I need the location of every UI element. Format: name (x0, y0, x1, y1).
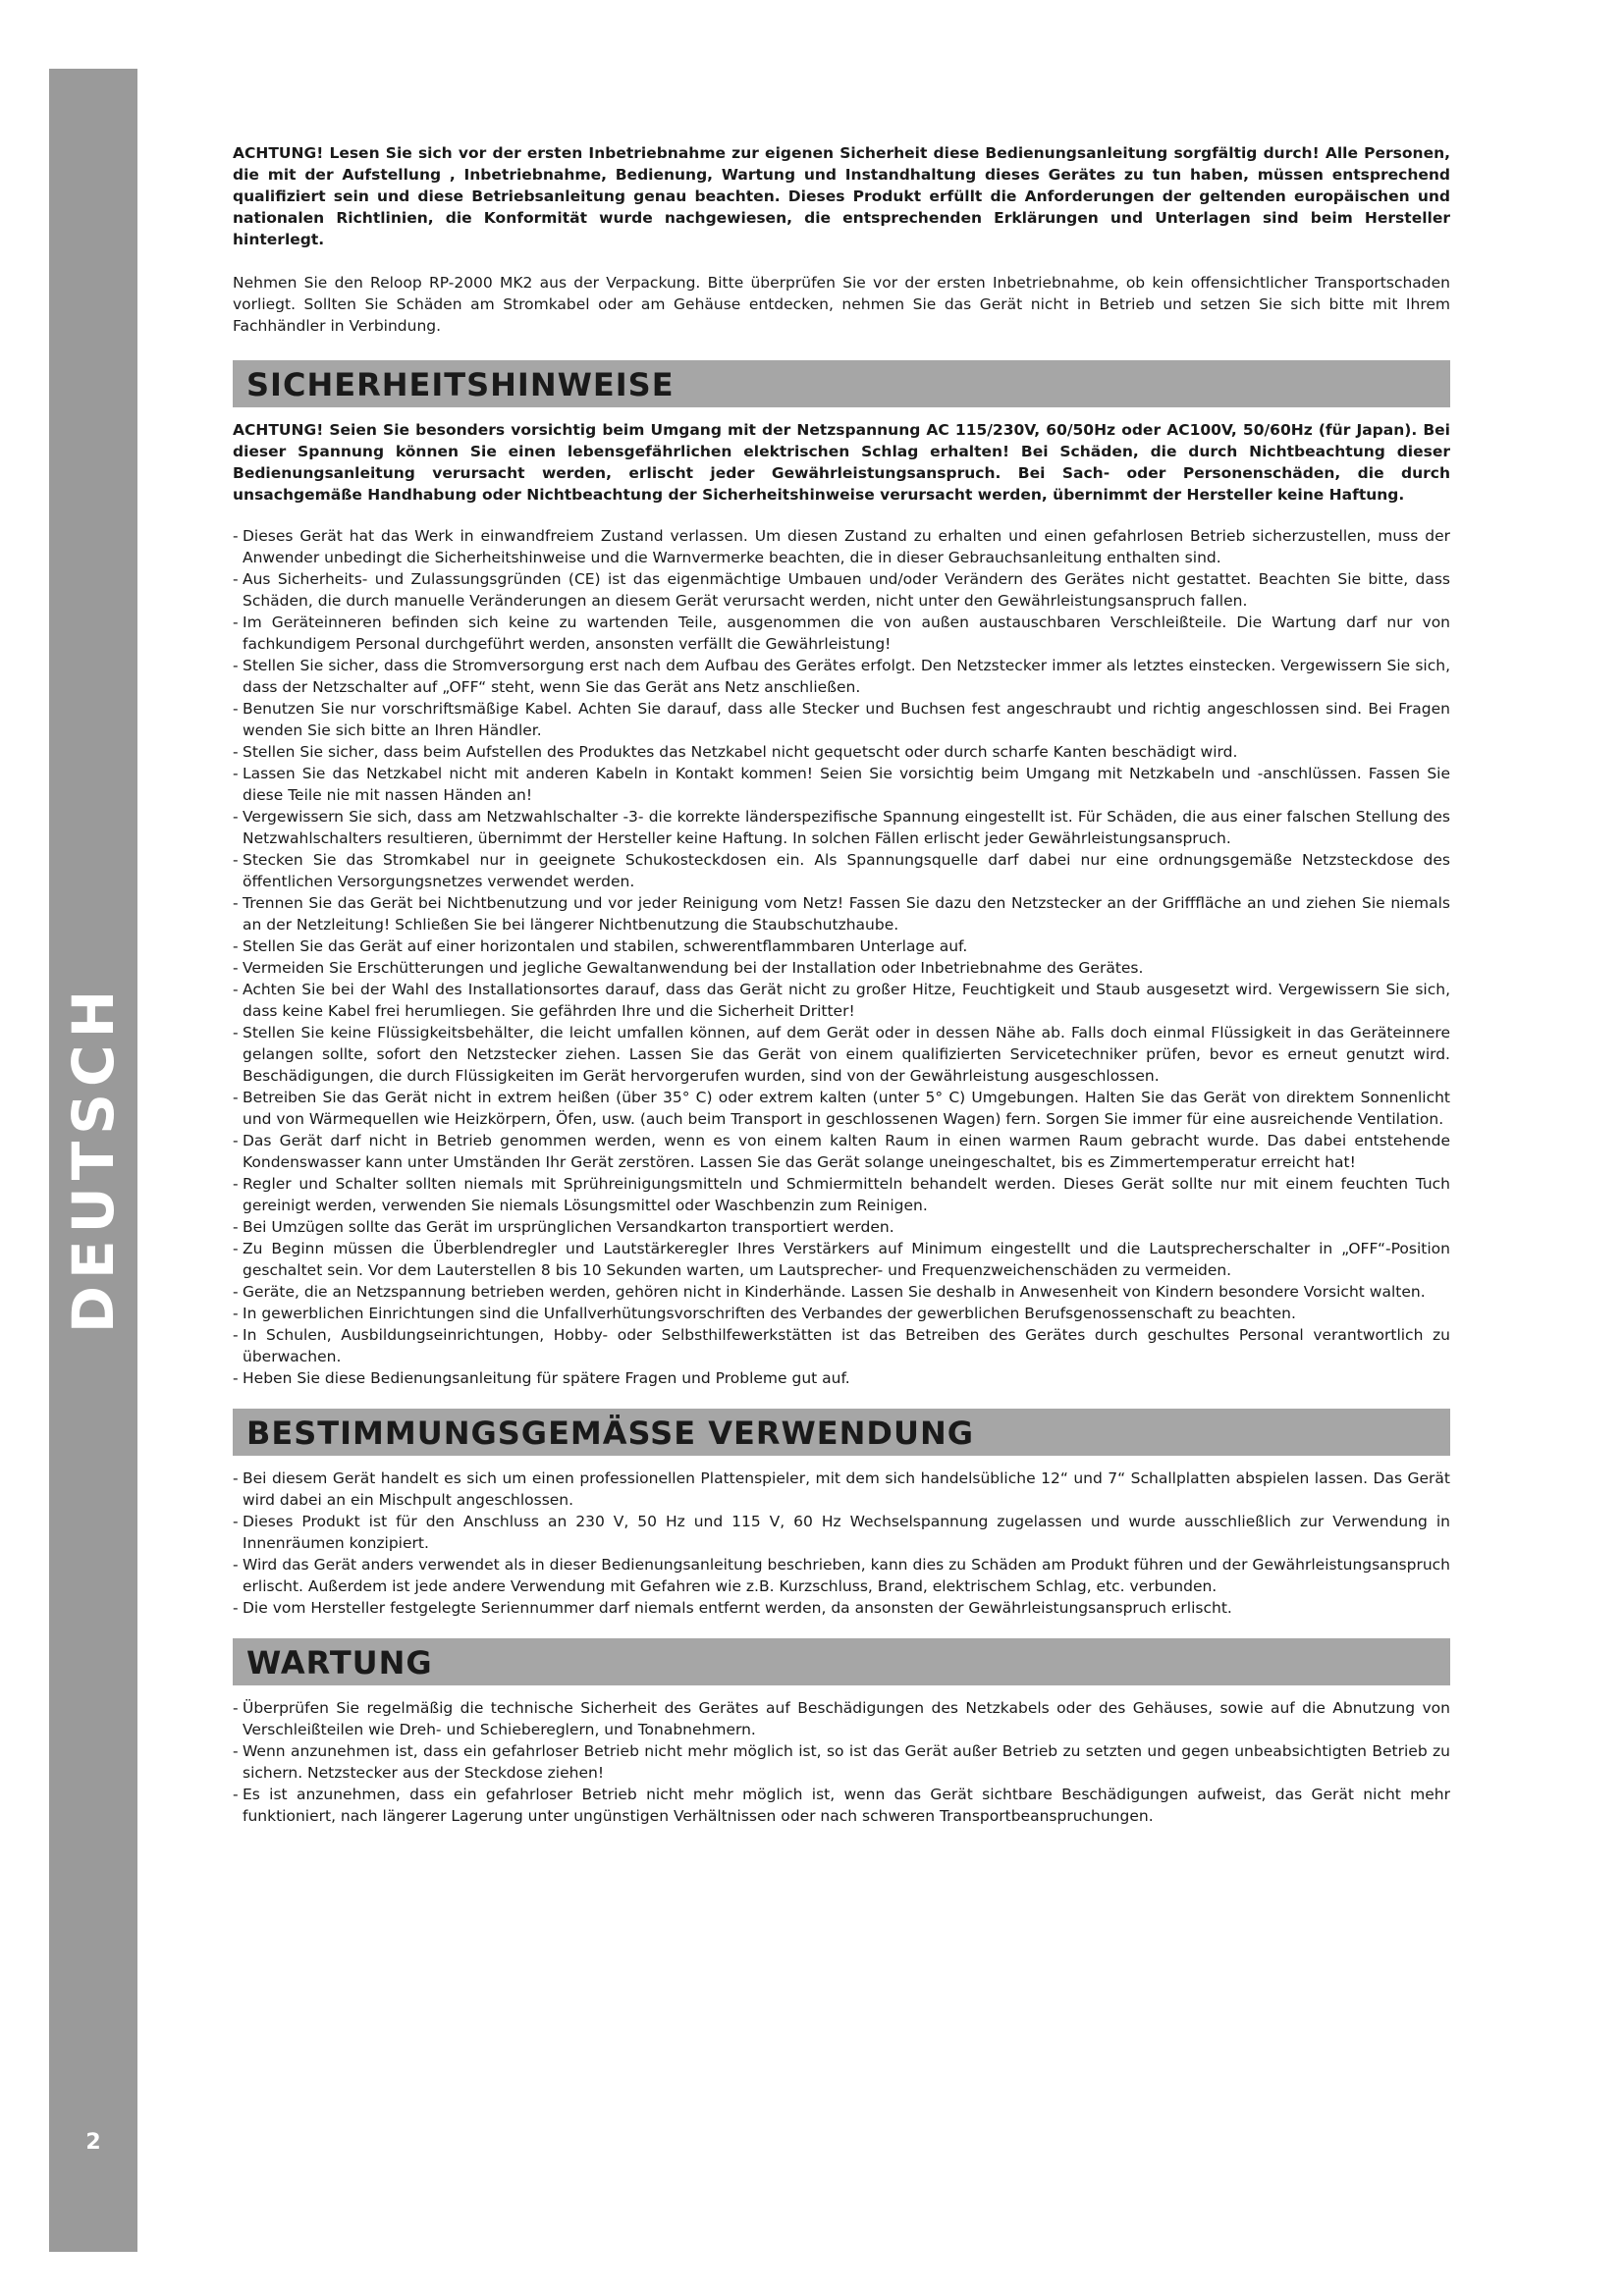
list-item: - Die vom Hersteller festgelegte Seriennummer darf niemals entfernt werden, da ansonsten der Gewährleistungsanspruch erlischt. (233, 1597, 1450, 1619)
safety-warning: ACHTUNG! Seien Sie besonders vorsichtig beim Umgang mit der Netzspannung AC 115/230V, 60/50Hz oder AC100V, 50/60Hz (für Japan). Bei dieser Spannung können Sie einen lebensgefährlichen elektrischen Schlag erhalten! Bei Schäden, die durch Nichtbeachtung dieser Bedienungsanleitung verursacht werden, erlischt jeder Gewährleistungsanspruch. Bei Sach- oder Personenschäden, die durch unsachgemäße Handhabung oder Nichtbeachtung der Sicherheitshinweise verursacht werden, übernimmt der Hersteller keine Haftung. (233, 421, 1450, 504)
intended-use-section-header (233, 1409, 1450, 1456)
list-item: - Stellen Sie sicher, dass die Stromversorgung erst nach dem Aufbau des Gerätes erfolgt. Den Netzstecker immer als letztes einstecken. Vergewissern Sie sich, dass der Netzschalter auf „OFF“ steht, wenn Sie das Gerät ans Netz anschließen. (233, 655, 1450, 698)
list-item: - Lassen Sie das Netzkabel nicht mit anderen Kabeln in Kontakt kommen! Seien Sie vorsichtig beim Umgang mit Netzkabeln und -anschlüssen. Fassen Sie diese Teile nie mit nassen Händen an! (233, 763, 1450, 806)
list-item: - Geräte, die an Netzspannung betrieben werden, gehören nicht in Kinderhände. Lassen Sie deshalb in Anwesenheit von Kindern besondere Vorsicht walten. (233, 1281, 1450, 1303)
list-item: - Dieses Produkt ist für den Anschluss an 230 V, 50 Hz und 115 V, 60 Hz Wechselspannung zugelassen und wurde ausschließlich zur Verwendung in Innenräumen konzipiert. (233, 1511, 1450, 1554)
language-label (49, 983, 137, 1334)
safety-section-header (233, 360, 1450, 407)
list-item: - Im Geräteinneren befinden sich keine zu wartenden Teile, ausgenommen die von außen austauschbaren Verschleißteile. Die Wartung darf nur von fachkundigem Personal durchgeführt werden, ansonsten verfällt die Gewährleistung! (233, 612, 1450, 655)
maintenance-list (233, 1697, 1450, 1827)
language-label-text: DEUTSCH (60, 983, 127, 1334)
list-item: - Bei Umzügen sollte das Gerät im ursprünglichen Versandkarton transportiert werden. (233, 1216, 1450, 1238)
list-item: - Bei diesem Gerät handelt es sich um einen professionellen Plattenspieler, mit dem sich handelsübliche 12“ und 7“ Schallplatten abspielen lassen. Das Gerät wird dabei an ein Mischpult angeschlossen. (233, 1468, 1450, 1511)
list-item: - Stellen Sie sicher, dass beim Aufstellen des Produktes das Netzkabel nicht gequetscht oder durch scharfe Kanten beschädigt wird. (233, 741, 1450, 763)
list-item: - Das Gerät darf nicht in Betrieb genommen werden, wenn es von einem kalten Raum in einen warmen Raum gebracht wurde. Das dabei entstehende Kondenswasser kann unter Umständen Ihr Gerät zerstören. Lassen Sie das Gerät solange uneingeschaltet, bis es Zimmertemperatur erreicht hat! (233, 1130, 1450, 1173)
intended-use-list (233, 1468, 1450, 1619)
list-item: - Stellen Sie keine Flüssigkeitsbehälter, die leicht umfallen können, auf dem Gerät oder in dessen Nähe ab. Falls doch einmal Flüssigkeit in das Geräteinnere gelangen sollte, sofort den Netzstecker ziehen. Lassen Sie das Gerät von einem qualifizierten Servicetechniker prüfen, bevor es erneut genutzt wird. Beschädigungen, die durch Flüssigkeiten im Gerät hervorgerufen wurden, sind von der Gewährleistung ausgeschlossen. (233, 1022, 1450, 1087)
list-item: - Vergewissern Sie sich, dass am Netzwahlschalter -3- die korrekte länderspezifische Spannung eingestellt ist. Für Schäden, die aus einer falschen Stellung des Netzwahlschalters resultieren, übernimmt der Hersteller keine Haftung. In solchen Fällen erlischt jeder Gewährleistungsanspruch. (233, 806, 1450, 849)
list-item: - Dieses Gerät hat das Werk in einwandfreiem Zustand verlassen. Um diesen Zustand zu erhalten und einen gefahrlosen Betrieb sicherzustellen, muss der Anwender unbedingt die Sicherheitshinweise und die Warnvermerke beachten, die in dieser Gebrauchsanleitung enthalten sind. (233, 525, 1450, 568)
list-item: - Es ist anzunehmen, dass ein gefahrloser Betrieb nicht mehr möglich ist, wenn das Gerät sichtbare Beschädigungen aufweist, das Gerät nicht mehr funktioniert, nach längerer Lagerung unter ungünstigen Verhältnissen oder nach schweren Transportbeanspruchungen. (233, 1784, 1450, 1827)
intro-text: Nehmen Sie den Reloop RP-2000 MK2 aus der Verpackung. Bitte überprüfen Sie vor der ersten Inbetriebnahme, ob kein offensichtlicher Transportschaden vorliegt. Sollten Sie Schäden am Stromkabel oder am Gehäuse entdecken, nehmen Sie das Gerät nicht in Betrieb und setzen Sie sich bitte mit Ihrem Fachhändler in Verbindung. (233, 274, 1450, 335)
list-item: - Überprüfen Sie regelmäßig die technische Sicherheit des Gerätes auf Beschädigungen des Netzkabels oder des Gehäuses, sowie auf die Abnutzung von Verschleißteilen wie Dreh- und Schiebereglern, und Tonabnehmern. (233, 1697, 1450, 1740)
list-item: - Achten Sie bei der Wahl des Installationsortes darauf, dass das Gerät nicht zu großer Hitze, Feuchtigkeit und Staub ausgesetzt wird. Vergewissern Sie sich, dass keine Kabel frei herumliegen. Sie gefährden Ihre und die Sicherheit Dritter! (233, 979, 1450, 1022)
list-item: - In Schulen, Ausbildungseinrichtungen, Hobby- oder Selbsthilfewerkstätten ist das Betreiben des Gerätes durch geschultes Personal verantwortlich zu überwachen. (233, 1324, 1450, 1367)
list-item: - Wird das Gerät anders verwendet als in dieser Bedienungsanleitung beschrieben, kann dies zu Schäden am Produkt führen und der Gewährleistungsanspruch erlischt. Außerdem ist jede andere Verwendung mit Gefahren wie z.B. Kurzschluss, Brand, elektrischem Schlag, etc. verbunden. (233, 1554, 1450, 1597)
safety-section-title: SICHERHEITSHINWEISE (246, 366, 675, 403)
list-item: - In gewerblichen Einrichtungen sind die Unfallverhütungsvorschriften des Verbandes der gewerblichen Berufsgenossenschaft zu beachten. (233, 1303, 1450, 1324)
safety-list (233, 525, 1450, 1389)
list-item: - Heben Sie diese Bedienungsanleitung für spätere Fragen und Probleme gut auf. (233, 1367, 1450, 1389)
list-item: - Benutzen Sie nur vorschriftsmäßige Kabel. Achten Sie darauf, dass alle Stecker und Buchsen fest angeschraubt und richtig angeschlossen sind. Bei Fragen wenden Sie sich bitte an Ihren Händler. (233, 698, 1450, 741)
maintenance-section-header (233, 1638, 1450, 1685)
list-item: - Wenn anzunehmen ist, dass ein gefahrloser Betrieb nicht mehr möglich ist, so ist das Gerät außer Betrieb zu setzten und gegen unbeabsichtigten Betrieb zu sichern. Netzstecker aus der Steckdose ziehen! (233, 1740, 1450, 1784)
list-item: - Aus Sicherheits- und Zulassungsgründen (CE) ist das eigenmächtige Umbauen und/oder Verändern des Gerätes nicht gestattet. Beachten Sie bitte, dass Schäden, die durch manuelle Veränderungen an diesem Gerät verursacht werden, nicht unter den Gewährleistungsanspruch fallen. (233, 568, 1450, 612)
list-item: - Stecken Sie das Stromkabel nur in geeignete Schukosteckdosen ein. Als Spannungsquelle darf dabei nur eine ordnungsgemäße Netzsteckdose des öffentlichen Versorgungsnetzes verwendet werden. (233, 849, 1450, 892)
intended-use-section-title: BESTIMMUNGSGEMÄSSE VERWENDUNG (246, 1415, 974, 1452)
list-item: - Betreiben Sie das Gerät nicht in extrem heißen (über 35° C) oder extrem kalten (unter 5° C) Umgebungen. Halten Sie das Gerät von direktem Sonnenlicht und von Wärmequellen wie Heizkörpern, Öfen, usw. (auch beim Transport in geschlossenen Wagen) fern. Sorgen Sie immer für eine ausreichende Ventilation. (233, 1087, 1450, 1130)
list-item: - Zu Beginn müssen die Überblendregler und Lautstärkeregler Ihres Verstärkers auf Minimum eingestellt und die Lautsprecherschalter in „OFF“-Position geschaltet sein. Vor dem Lauterstellen 8 bis 10 Sekunden warten, um Lautsprecher- und Frequenzweichenschäden zu vermeiden. (233, 1238, 1450, 1281)
list-item: - Stellen Sie das Gerät auf einer horizontalen und stabilen, schwerentflammbaren Unterlage auf. (233, 935, 1450, 957)
page-number: 2 (85, 2130, 101, 2155)
page-content (233, 142, 1450, 1846)
maintenance-section-title: WARTUNG (246, 1644, 433, 1682)
list-item: - Trennen Sie das Gerät bei Nichtbenutzung und vor jeder Reinigung vom Netz! Fassen Sie dazu den Netzstecker an der Grifffläche an und ziehen Sie niemals an der Netzleitung! Schließen Sie bei längerer Nichtbenutzung die Staubschutzhaube. (233, 892, 1450, 935)
list-item: - Vermeiden Sie Erschütterungen und jegliche Gewaltanwendung bei der Installation oder Inbetriebnahme des Gerätes. (233, 957, 1450, 979)
list-item: - Regler und Schalter sollten niemals mit Sprühreinigungsmitteln und Schmiermitteln behandelt werden. Dieses Gerät sollte nur mit einem feuchten Tuch gereinigt werden, verwenden Sie niemals Lösungsmittel oder Waschbenzin zum Reinigen. (233, 1173, 1450, 1216)
intro-warning: ACHTUNG! Lesen Sie sich vor der ersten Inbetriebnahme zur eigenen Sicherheit diese Bedienungsanleitung sorgfältig durch! Alle Personen, die mit der Aufstellung , Inbetriebnahme, Bedienung, Wartung und Instandhaltung dieses Gerätes zu tun haben, müssen entsprechend qualifiziert sein und diese Betriebsanleitung genau beachten. Dieses Produkt erfüllt die Anforderungen der geltenden europäischen und nationalen Richtlinien, die Konformität wurde nachgewiesen, die entsprechenden Erklärungen und Unterlagen sind beim Hersteller hinterlegt. (233, 144, 1450, 248)
